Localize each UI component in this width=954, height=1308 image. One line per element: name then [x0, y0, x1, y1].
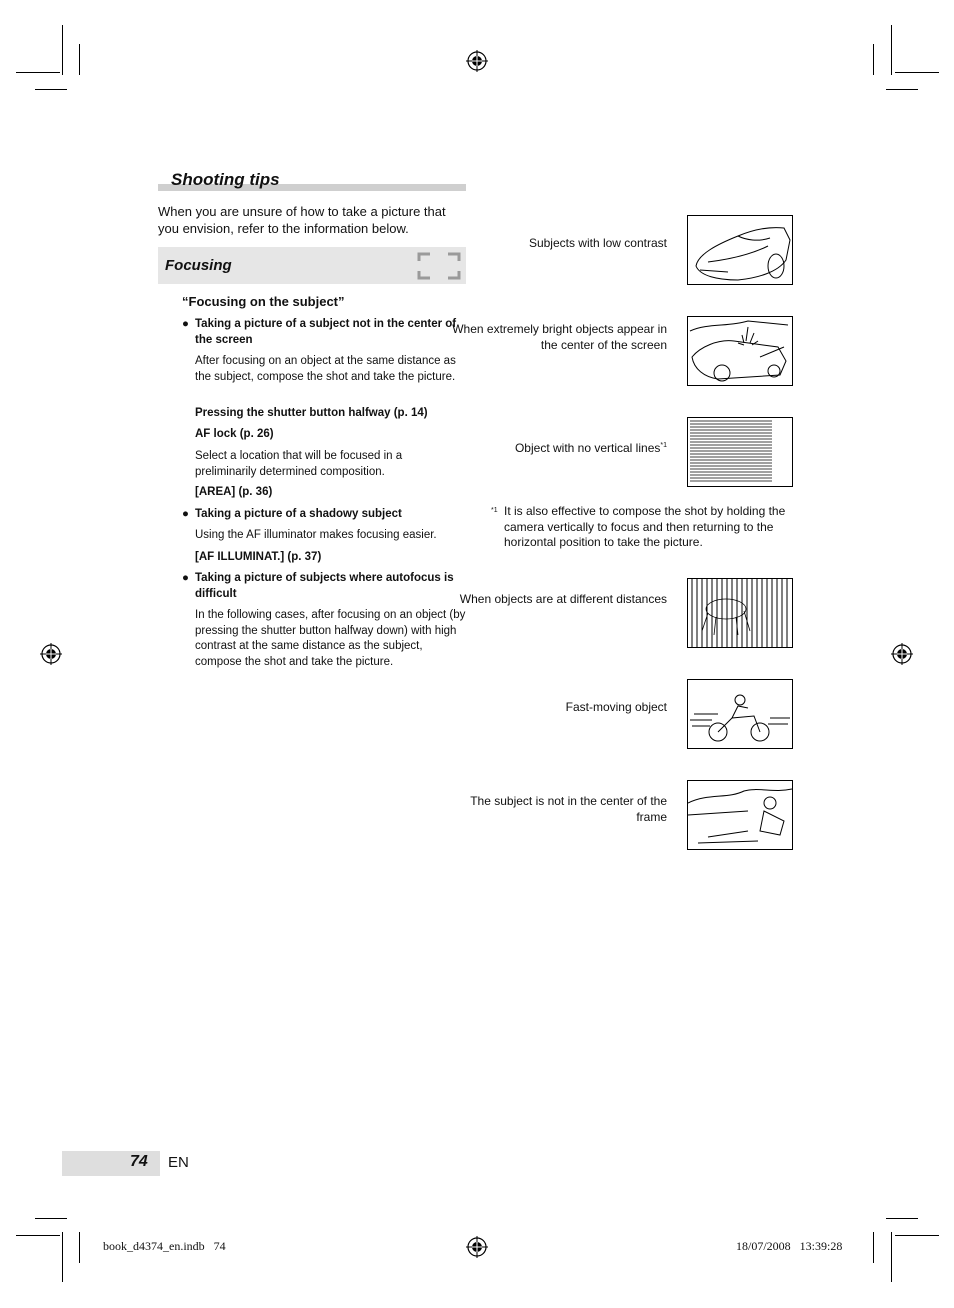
case-caption	[447, 438, 667, 457]
horizontal-lines-illustration	[687, 417, 793, 487]
focusing-header	[158, 247, 466, 284]
footnote-text: It is also effective to compose the shot by holding the camera vertically to focus and then returning to the horizontal position to take the picture.	[504, 504, 786, 549]
crop-mark	[891, 25, 892, 75]
section-title	[158, 170, 466, 192]
case-caption: Fast-moving object	[565, 700, 667, 714]
bullet-item	[182, 507, 465, 523]
bullet-text: Taking a picture of a subject not in the center of the screen	[195, 318, 457, 346]
reference-link: AF lock (p. 26)	[195, 428, 274, 440]
body-text: Select a location that will be focused in a preliminarily determined composition.	[195, 450, 403, 478]
registration-mark-icon	[466, 1236, 488, 1258]
bullet-dot-icon: ●	[182, 572, 189, 584]
focusing-title: Focusing	[165, 257, 232, 274]
case-caption: Subjects with low contrast	[528, 236, 667, 250]
person-sitting-in-landscape-illustration	[687, 780, 793, 850]
crop-mark	[886, 1218, 918, 1219]
body-text: After focusing on an object at the same distance as the subject, compose the shot and take the picture.	[195, 355, 456, 383]
sports-car-illustration	[687, 215, 793, 285]
bullet-text: Taking a picture of subjects where autofocus is difficult	[195, 572, 454, 600]
registration-mark-icon	[40, 643, 62, 665]
case-caption: When extremely bright objects appear in the center of the screen	[452, 322, 667, 352]
bullet-dot-icon: ●	[182, 318, 189, 330]
registration-mark-icon	[466, 50, 488, 72]
crop-mark	[35, 1218, 67, 1219]
reference-link: [AREA] (p. 36)	[195, 486, 273, 498]
crop-mark	[873, 44, 874, 75]
crop-mark	[16, 72, 60, 73]
intro-paragraph: When you are unsure of how to take a picture that you envision, refer to the information below.	[158, 204, 446, 236]
crop-mark	[35, 89, 67, 90]
bullet-item	[182, 571, 465, 602]
crop-mark	[886, 89, 918, 90]
body-text: In the following cases, after focusing on an object (by pressing the shutter button halfway down) with high contrast at the same distance as the subject, compose the shot and take the picture.	[195, 609, 466, 668]
page-language: EN	[168, 1154, 189, 1171]
footnote-mark: *1	[660, 442, 667, 449]
footnote-mark: *1	[491, 507, 498, 514]
motorcycle-rider-illustration	[687, 679, 793, 749]
subheading: “Focusing on the subject”	[182, 294, 345, 309]
body-text: Using the AF illuminator makes focusing easier.	[195, 529, 437, 541]
car-with-sun-glare-illustration	[687, 316, 793, 386]
tiger-behind-bars-illustration	[687, 578, 793, 648]
registration-mark-icon	[891, 643, 913, 665]
crop-mark	[79, 44, 80, 75]
bullet-dot-icon: ●	[182, 508, 189, 520]
bullet-text: Taking a picture of a shadowy subject	[195, 508, 402, 520]
crop-mark	[891, 1232, 892, 1282]
crop-mark	[16, 1235, 60, 1236]
reference-link: Pressing the shutter button halfway (p. 14)	[195, 407, 428, 419]
case-caption: When objects are at different distances	[459, 592, 667, 606]
crop-mark	[895, 1235, 939, 1236]
crop-mark	[873, 1232, 874, 1263]
section-title-text: Shooting tips	[171, 170, 280, 189]
print-datetime: 18/07/2008 13:39:28	[736, 1239, 843, 1253]
crop-mark	[895, 72, 939, 73]
crop-mark	[62, 25, 63, 75]
af-frame-icon	[417, 251, 461, 281]
case-caption: The subject is not in the center of the frame	[470, 794, 667, 824]
reference-link: [AF ILLUMINAT.] (p. 37)	[195, 551, 322, 563]
crop-mark	[79, 1232, 80, 1263]
crop-mark	[62, 1232, 63, 1282]
case-caption-text: Object with no vertical lines	[514, 441, 661, 455]
page-number: 74	[130, 1153, 148, 1170]
print-file-info: book_d4374_en.indb 74	[103, 1239, 226, 1253]
bullet-item	[182, 317, 465, 348]
